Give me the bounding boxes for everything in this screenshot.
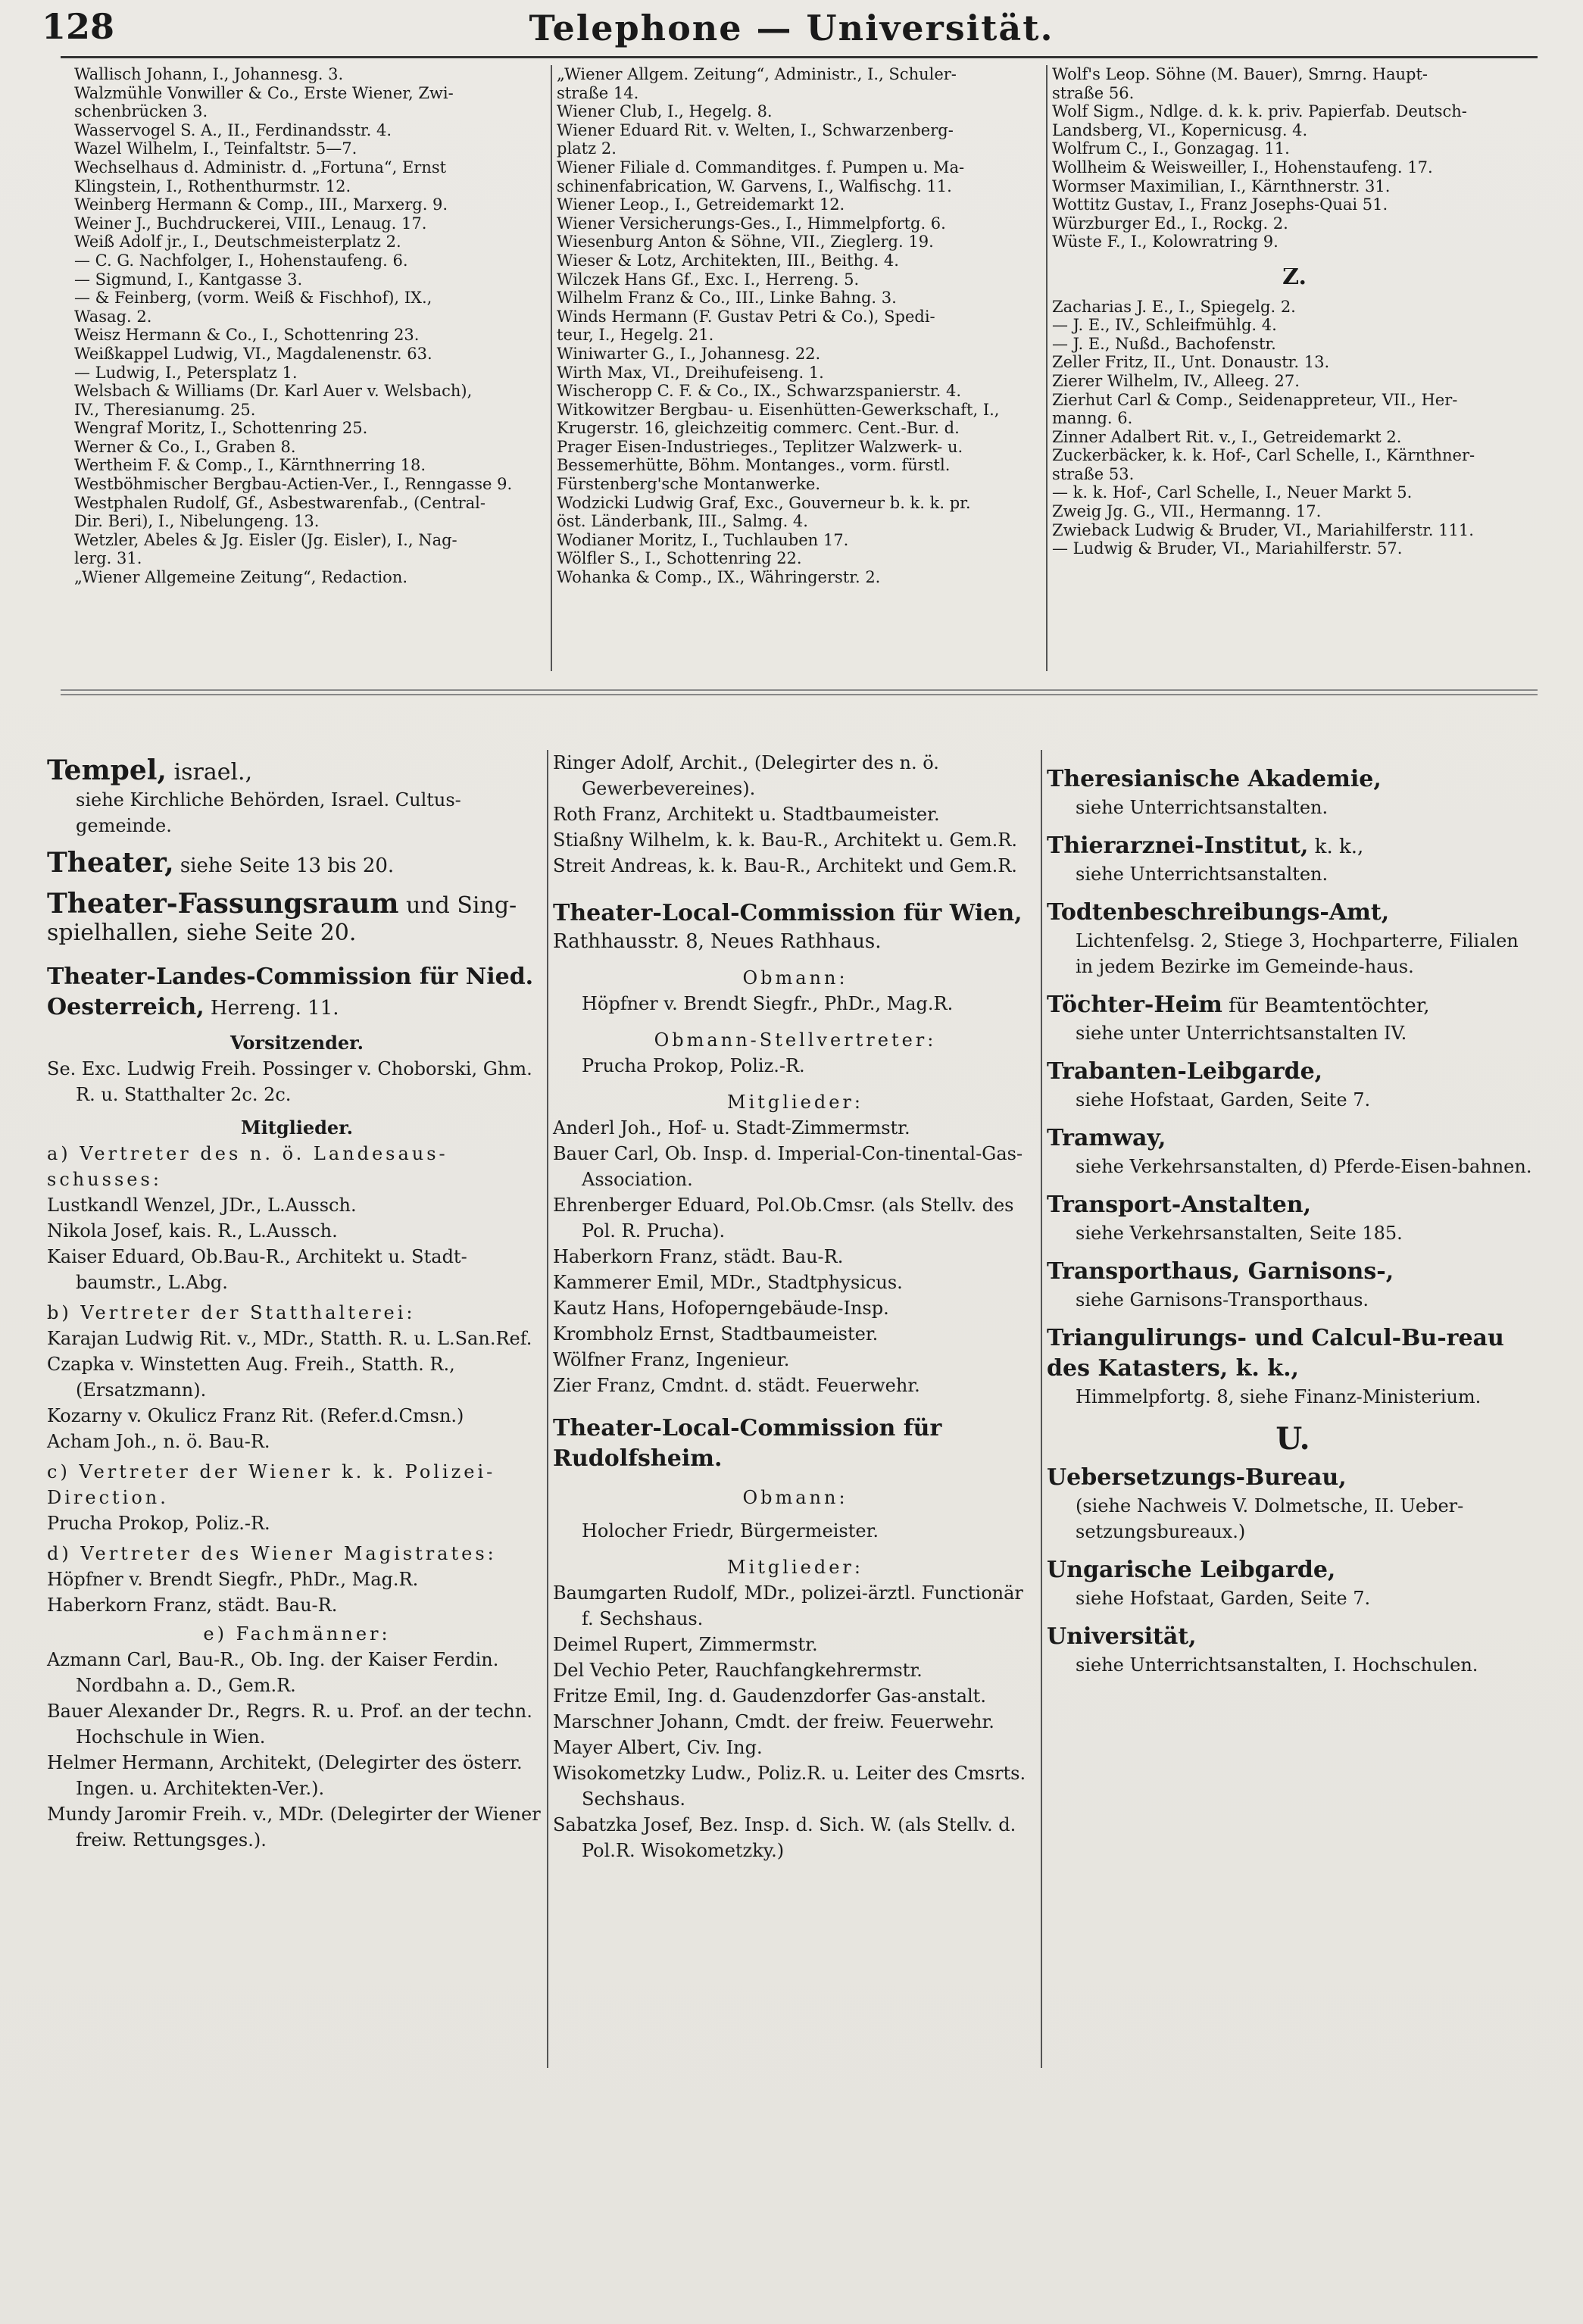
entry-heading: Trabanten-Leibgarde, bbox=[1047, 1058, 1323, 1085]
entry-heading: Töchter-Heim bbox=[1047, 992, 1222, 1018]
list-item: Haberkorn Franz, städt. Bau-R. bbox=[47, 1595, 338, 1616]
entry-theater bbox=[47, 846, 547, 879]
group-label: c) Vertreter der Wiener k. k. Polizei-Direction. bbox=[47, 1461, 496, 1508]
list-item: — J. E., Nußd., Bachofenstr. bbox=[1052, 334, 1276, 353]
list-item: Mayer Albert, Civ. Ing. bbox=[553, 1737, 763, 1758]
list-item: Wüste F., I., Kolowratring 9. bbox=[1052, 233, 1279, 251]
list-item: Prucha Prokop, Poliz.-R. bbox=[47, 1513, 270, 1534]
list-item: Wölfner Franz, Ingenieur. bbox=[553, 1349, 790, 1370]
entry-landes-commission bbox=[47, 962, 547, 1023]
page-number: 128 bbox=[42, 6, 115, 47]
list-item: Weißkappel Ludwig, VI., Magdalenenstr. 63. bbox=[74, 344, 432, 363]
list-item: Wollheim & Weisweiller, I., Hohenstaufeng. 17. bbox=[1052, 158, 1433, 176]
list-item: schinenfabrication, W. Garvens, I., Walfischg. 11. bbox=[557, 176, 952, 195]
list-item: Deimel Rupert, Zimmermstr. bbox=[553, 1634, 818, 1655]
group-label: d) Vertreter des Wiener Magistrates: bbox=[47, 1543, 497, 1564]
list-item: Marschner Johann, Cmdt. der freiw. Feuerwehr. bbox=[553, 1711, 994, 1732]
list-item: Wengraf Moritz, I., Schottenring 25. bbox=[74, 419, 368, 438]
entry-heading: Uebersetzungs-Bureau, bbox=[1047, 1464, 1347, 1491]
list-item: Baumgarten Rudolf, MDr., polizei-ärztl. Functionär f. Sechshaus. bbox=[553, 1582, 1023, 1629]
section-label: Mitglieder: bbox=[727, 1092, 863, 1113]
directory-entry bbox=[1047, 831, 1539, 887]
list-item: straße 56. bbox=[1052, 83, 1135, 102]
list-item: Kozarny v. Okulicz Franz Rit. (Refer.d.Cmsn.) bbox=[47, 1405, 464, 1426]
list-item: Anderl Joh., Hof- u. Stadt-Zimmermstr. bbox=[553, 1117, 910, 1139]
list-item: Wilhelm Franz & Co., III., Linke Bahng. 3. bbox=[557, 289, 897, 308]
list-item: Wodianer Moritz, I., Tuchlauben 17. bbox=[557, 530, 849, 549]
list-item: Lustkandl Wenzel, JDr., L.Aussch. bbox=[47, 1195, 357, 1216]
entry-local-commission-rudolfsheim: Theater-Local-Commission für Rudolfsheim. bbox=[553, 1415, 942, 1472]
list-item: Weisz Hermann & Co., I., Schottenring 23. bbox=[74, 326, 420, 345]
entry-heading: Theresianische Akademie, bbox=[1047, 766, 1382, 792]
directory-entry bbox=[1047, 1123, 1539, 1179]
header-rule bbox=[61, 56, 1538, 58]
list-item: Winiwarter G., I., Johannesg. 22. bbox=[557, 344, 821, 363]
list-item: straße 14. bbox=[557, 83, 639, 102]
section-label: Vorsitzender. bbox=[230, 1032, 364, 1054]
list-item: Wodzicki Ludwig Graf, Exc., Gouverneur b. k. k. pr. bbox=[557, 493, 971, 512]
entry-body: siehe Unterrichtsanstalten. bbox=[1076, 864, 1329, 885]
list-item: Wisokometzky Ludw., Poliz.R. u. Leiter des Cmsrts. Sechshaus. bbox=[553, 1763, 1026, 1810]
column-divider bbox=[1046, 65, 1048, 671]
entry-body: Himmelpfortg. 8, siehe Finanz-Ministerium. bbox=[1076, 1386, 1482, 1407]
list-item: Höpfner v. Brendt Siegfr., PhDr., Mag.R. bbox=[47, 1569, 419, 1590]
entry-body: siehe Unterrichtsanstalten, I. Hochschulen. bbox=[1076, 1654, 1478, 1676]
list-item: Zweig Jg. G., VII., Hermanng. 17. bbox=[1052, 502, 1322, 521]
list-item: Bauer Alexander Dr., Regrs. R. u. Prof. an der techn. Hochschule in Wien. bbox=[47, 1701, 532, 1748]
list-item: Bessemerhütte, Böhm. Montanges., vorm. fürstl. bbox=[557, 456, 951, 475]
list-item: — Ludwig & Bruder, VI., Mariahilferstr. 57. bbox=[1052, 539, 1403, 558]
directory-entry bbox=[1047, 1323, 1539, 1410]
group-label: b) Vertreter der Statthalterei: bbox=[47, 1302, 416, 1323]
list-item: Witkowitzer Bergbau- u. Eisenhütten-Gewerkschaft, I., bbox=[557, 400, 1000, 419]
entry-heading: Theater-Fassungsraum bbox=[47, 888, 399, 920]
list-item: Weiß Adolf jr., I., Deutschmeisterplatz 2. bbox=[74, 233, 401, 251]
list-item: — Sigmund, I., Kantgasse 3. bbox=[74, 270, 303, 289]
list-item: öst. Länderbank, III., Salmg. 4. bbox=[557, 512, 808, 531]
list-item: Wischeropp C. F. & Co., IX., Schwarzspanierstr. 4. bbox=[557, 382, 962, 401]
list-item: Zier Franz, Cmdnt. d. städt. Feuerwehr. bbox=[553, 1375, 920, 1396]
list-item: Westphalen Rudolf, Gf., Asbestwarenfab., (Central- bbox=[74, 493, 486, 512]
list-item: Kammerer Emil, MDr., Stadtphysicus. bbox=[553, 1272, 903, 1293]
list-item: Wetzler, Abeles & Jg. Eisler (Jg. Eisler), I., Nag- bbox=[74, 530, 457, 549]
entry-heading: Todtenbeschreibungs-Amt, bbox=[1047, 899, 1390, 926]
list-item: — C. G. Nachfolger, I., Hohenstaufeng. 6. bbox=[74, 251, 408, 270]
directory-entry bbox=[1047, 1190, 1539, 1246]
list-item: Holocher Friedr, Bürgermeister. bbox=[582, 1520, 879, 1542]
page-title: Telephone — Universität. bbox=[529, 8, 1054, 48]
entry-tempel bbox=[47, 754, 547, 787]
entry-body: siehe Verkehrsanstalten, Seite 185. bbox=[1076, 1223, 1403, 1244]
entry-body: siehe Unterrichtsanstalten. bbox=[1076, 797, 1329, 818]
column-divider bbox=[1041, 750, 1042, 2068]
entry-body: (siehe Nachweis V. Dolmetsche, II. Ueber-setzungsbureaux.) bbox=[1076, 1495, 1464, 1542]
list-item: Zierhut Carl & Comp., Seidenappreteur, VII., Her- bbox=[1052, 390, 1458, 409]
list-item: Höpfner v. Brendt Siegfr., PhDr., Mag.R. bbox=[582, 993, 954, 1014]
list-item: Wiener Filiale d. Commanditges. f. Pumpen u. Ma- bbox=[557, 158, 965, 176]
entry-heading-tail: und Sing-spielhallen, siehe Seite 20. bbox=[47, 892, 517, 946]
list-item: Zierer Wilhelm, IV., Alleeg. 27. bbox=[1052, 371, 1300, 390]
entry-heading: Transport-Anstalten, bbox=[1047, 1192, 1312, 1218]
members-list bbox=[553, 1580, 1038, 1863]
list-item: Wottitz Gustav, I., Franz Josephs-Quai 51. bbox=[1052, 195, 1388, 214]
directory-entry bbox=[1047, 1057, 1539, 1113]
t-entries bbox=[1047, 764, 1539, 1410]
list-item: Weiner J., Buchdruckerei, VIII., Lenaug. 17. bbox=[74, 214, 427, 233]
list-item: Prucha Prokop, Poliz.-R. bbox=[582, 1055, 805, 1076]
list-item: Zinner Adalbert Rit. v., I., Getreidemarkt 2. bbox=[1052, 427, 1402, 446]
list-item: Würzburger Ed., I., Rockg. 2. bbox=[1052, 214, 1288, 233]
list-item: teur, I., Hegelg. 21. bbox=[557, 326, 714, 345]
entry-body: siehe Kirchliche Behörden, Israel. Cultus-gemeinde. bbox=[76, 789, 461, 836]
column-divider bbox=[551, 65, 552, 671]
entry-body: siehe Verkehrsanstalten, d) Pferde-Eisen-bahnen. bbox=[1076, 1156, 1532, 1177]
telephone-column-1 bbox=[74, 65, 538, 587]
group-c-list bbox=[47, 1510, 547, 1536]
section-divider bbox=[61, 689, 1538, 691]
section-label: Obmann: bbox=[742, 1487, 848, 1508]
list-item: Haberkorn Franz, städt. Bau-R. bbox=[553, 1246, 844, 1267]
section-letter: U. bbox=[1275, 1421, 1310, 1457]
entry-body: Lichtenfelsg. 2, Stiege 3, Hochparterre, Filialen in jedem Bezirke im Gemeinde-haus. bbox=[1076, 930, 1519, 977]
list-item: Roth Franz, Architekt u. Stadtbaumeister. bbox=[553, 804, 940, 825]
list-item: Zeller Fritz, II., Unt. Donaustr. 13. bbox=[1052, 353, 1330, 372]
list-item: Winds Hermann (F. Gustav Petri & Co.), Spedi- bbox=[557, 307, 935, 326]
list-item: — Ludwig, I., Petersplatz 1. bbox=[74, 363, 298, 382]
list-item: schenbrücken 3. bbox=[74, 102, 208, 121]
directory-entry bbox=[1047, 898, 1539, 979]
entry-heading-tail: k. k., bbox=[1308, 836, 1364, 858]
section-divider bbox=[61, 694, 1538, 695]
list-item: „Wiener Allgem. Zeitung“, Administr., I., Schuler- bbox=[557, 65, 957, 83]
continued-list bbox=[553, 750, 1038, 879]
section-label: Mitglieder: bbox=[727, 1557, 863, 1578]
list-item: Walzmühle Vonwiller & Co., Erste Wiener, Zwi- bbox=[74, 83, 454, 102]
list-item: Karajan Ludwig Rit. v., MDr., Statth. R. u. L.San.Ref. bbox=[47, 1328, 532, 1349]
list-item: Wormser Maximilian, I., Kärnthnerstr. 31. bbox=[1052, 176, 1391, 195]
section-label: Mitglieder. bbox=[241, 1117, 353, 1139]
list-item: Klingstein, I., Rothenthurmstr. 12. bbox=[74, 176, 351, 195]
entry-heading: Theater, bbox=[47, 847, 174, 879]
list-item: Fürstenberg'sche Montanwerke. bbox=[557, 475, 821, 494]
list-item: Wiener Leop., I., Getreidemarkt 12. bbox=[557, 195, 845, 214]
directory-entry bbox=[1047, 764, 1539, 820]
column-divider bbox=[547, 750, 548, 2068]
list-item: Nikola Josef, kais. R., L.Aussch. bbox=[47, 1220, 338, 1242]
address-column-1 bbox=[47, 754, 547, 1853]
group-a-list bbox=[47, 1192, 547, 1295]
list-item: Kautz Hans, Hofoperngebäude-Insp. bbox=[553, 1298, 889, 1319]
entry-heading-tail: israel., bbox=[166, 759, 253, 786]
group-label: a) Vertreter des n. ö. Landesaus-schusses: bbox=[47, 1143, 448, 1190]
list-item: Welsbach & Williams (Dr. Karl Auer v. Welsbach), bbox=[74, 382, 473, 401]
list-item: Fritze Emil, Ing. d. Gaudenzdorfer Gas-anstalt. bbox=[553, 1685, 986, 1707]
entry-heading: Tempel, bbox=[47, 754, 167, 786]
address-column-3 bbox=[1047, 754, 1539, 1678]
list-item: Wasservogel S. A., II., Ferdinandsstr. 4. bbox=[74, 120, 392, 139]
entry-heading: Ungarische Leibgarde, bbox=[1047, 1557, 1336, 1583]
list-item: Del Vechio Peter, Rauchfangkehrermstr. bbox=[553, 1660, 923, 1681]
list-item: Krugerstr. 16, gleichzeitig commerc. Cent.-Bur. d. bbox=[557, 419, 960, 438]
list-item: IV., Theresianumg. 25. bbox=[74, 400, 256, 419]
list-item: Wiener Eduard Rit. v. Welten, I., Schwarzenberg- bbox=[557, 120, 954, 139]
entry-heading-tail: siehe Seite 13 bis 20. bbox=[173, 854, 395, 877]
list-item: — J. E., IV., Schleifmühlg. 4. bbox=[1052, 316, 1277, 335]
group-e-list bbox=[47, 1647, 547, 1853]
entry-body: siehe unter Unterrichtsanstalten IV. bbox=[1076, 1023, 1407, 1044]
list-item: Wechselhaus d. Administr. d. „Fortuna“, Ernst bbox=[74, 158, 447, 176]
list-item: Werner & Co., I., Graben 8. bbox=[74, 437, 296, 456]
list-item: Mundy Jaromir Freih. v., MDr. (Delegirter der Wiener freiw. Rettungsges.). bbox=[47, 1804, 541, 1851]
list-item: Westböhmischer Bergbau-Actien-Ver., I., Renngasse 9. bbox=[74, 475, 513, 494]
list-item: Wohanka & Comp., IX., Währingerstr. 2. bbox=[557, 568, 881, 587]
directory-entry bbox=[1047, 1622, 1539, 1678]
directory-entry bbox=[1047, 1257, 1539, 1313]
list-item: manng. 6. bbox=[1052, 409, 1133, 428]
entry-heading: Transporthaus, Garnisons-, bbox=[1047, 1258, 1394, 1285]
list-item: platz 2. bbox=[557, 139, 617, 158]
list-item: Zwieback Ludwig & Bruder, VI., Mariahilferstr. 111. bbox=[1052, 520, 1474, 539]
group-b-list bbox=[47, 1326, 547, 1454]
list-item: — k. k. Hof-, Carl Schelle, I., Neuer Markt 5. bbox=[1052, 483, 1413, 502]
u-entries bbox=[1047, 1463, 1539, 1678]
address-column-2 bbox=[553, 750, 1038, 1863]
list-item: Wirth Max, VI., Dreihufeiseng. 1. bbox=[557, 363, 824, 382]
list-item: Wazel Wilhelm, I., Teinfaltstr. 5—7. bbox=[74, 139, 358, 158]
list-item: Ehrenberger Eduard, Pol.Ob.Cmsr. (als Stellv. des Pol. R. Prucha). bbox=[553, 1195, 1014, 1242]
directory-entry bbox=[1047, 990, 1539, 1046]
list-item: Wiener Club, I., Hegelg. 8. bbox=[557, 102, 773, 121]
list-item: Wolf Sigm., Ndlge. d. k. k. priv. Papierfab. Deutsch- bbox=[1052, 102, 1467, 121]
list-item: — & Feinberg, (vorm. Weiß & Fischhof), IX., bbox=[74, 289, 432, 308]
group-label: e) Fachmänner: bbox=[203, 1623, 391, 1645]
list-item: Zacharias J. E., I., Spiegelg. 2. bbox=[1052, 297, 1296, 316]
list-item: Wasag. 2. bbox=[74, 307, 152, 326]
list-item: straße 53. bbox=[1052, 464, 1135, 483]
list-item: Dir. Beri), I., Nibelungeng. 13. bbox=[74, 512, 320, 531]
list-item: Wiener Versicherungs-Ges., I., Himmelpfortg. 6. bbox=[557, 214, 946, 233]
entry-heading-tail: Herreng. 11. bbox=[204, 997, 339, 1020]
list-item: Wolf's Leop. Söhne (M. Bauer), Smrng. Haupt- bbox=[1052, 65, 1428, 83]
section-label: Obmann-Stellvertreter: bbox=[654, 1029, 937, 1051]
entry-heading: Theater-Landes-Commission für Nied. Oesterreich, bbox=[47, 964, 534, 1020]
entry-local-commission-wien bbox=[553, 898, 1038, 954]
directory-entry bbox=[1047, 1463, 1539, 1545]
list-item: Krombholz Ernst, Stadtbaumeister. bbox=[553, 1323, 879, 1345]
list-item: lerg. 31. bbox=[74, 549, 142, 568]
list-item: Acham Joh., n. ö. Bau-R. bbox=[47, 1431, 270, 1452]
list-item: Bauer Carl, Ob. Insp. d. Imperial-Con-tinental-Gas-Association. bbox=[553, 1143, 1023, 1190]
list-item: Ringer Adolf, Archit., (Delegirter des n. ö. Gewerbevereines). bbox=[553, 752, 939, 799]
entry-fassungsraum bbox=[47, 887, 547, 947]
entry-heading: Tramway, bbox=[1047, 1125, 1166, 1151]
list-item: Czapka v. Winstetten Aug. Freih., Statth. R., (Ersatzmann). bbox=[47, 1354, 455, 1401]
list-item: Wiesenburg Anton & Söhne, VII., Zieglerg. 19. bbox=[557, 233, 934, 251]
members-list bbox=[553, 1115, 1038, 1398]
list-item: Sabatzka Josef, Bez. Insp. d. Sich. W. (als Stellv. d. Pol.R. Wisokometzky.) bbox=[553, 1814, 1016, 1861]
entry-body: siehe Garnisons-Transporthaus. bbox=[1076, 1289, 1369, 1310]
entry-heading-tail: für Beamtentöchter, bbox=[1222, 995, 1430, 1017]
list-item: Zuckerbäcker, k. k. Hof-, Carl Schelle, I., Kärnthner- bbox=[1052, 446, 1475, 465]
list-item: Wilczek Hans Gf., Exc. I., Herreng. 5. bbox=[557, 270, 860, 289]
list-item: Wertheim F. & Comp., I., Kärnthnerring 18. bbox=[74, 456, 426, 475]
list-item: Wallisch Johann, I., Johannesg. 3. bbox=[74, 65, 344, 83]
list-item: Kaiser Eduard, Ob.Bau-R., Architekt u. Stadt-baumstr., L.Abg. bbox=[47, 1246, 467, 1293]
entry-heading: Triangulirungs- und Calcul-Bu-reau des Katasters, k. k., bbox=[1047, 1325, 1504, 1382]
list-item: Se. Exc. Ludwig Freih. Possinger v. Choborski, Ghm. R. u. Statthalter 2c. 2c. bbox=[47, 1058, 532, 1105]
telephone-column-3 bbox=[1052, 65, 1537, 558]
entry-body: siehe Hofstaat, Garden, Seite 7. bbox=[1076, 1089, 1371, 1110]
entry-heading: Universität, bbox=[1047, 1623, 1197, 1650]
list-item: Wolfrum C., I., Gonzagag. 11. bbox=[1052, 139, 1290, 158]
telephone-column-2 bbox=[557, 65, 1034, 587]
list-item: Helmer Hermann, Architekt, (Delegirter des österr. Ingen. u. Architekten-Ver.). bbox=[47, 1752, 523, 1799]
entry-body: siehe Hofstaat, Garden, Seite 7. bbox=[1076, 1588, 1371, 1609]
list-item: Landsberg, VI., Kopernicusg. 4. bbox=[1052, 120, 1308, 139]
entry-heading: Theater-Local-Commission für Wien, bbox=[553, 900, 1023, 926]
section-letter: Z. bbox=[1282, 267, 1307, 287]
section-label: Obmann: bbox=[742, 967, 848, 989]
list-item: Wieser & Lotz, Architekten, III., Beithg. 4. bbox=[557, 251, 899, 270]
entry-heading-tail: Rathhausstr. 8, Neues Rathhaus. bbox=[553, 930, 882, 953]
list-item: Wölfler S., I., Schottenring 22. bbox=[557, 549, 802, 568]
group-d-list bbox=[47, 1567, 547, 1618]
entry-heading: Thierarznei-Institut, bbox=[1047, 832, 1309, 859]
directory-entry bbox=[1047, 1555, 1539, 1611]
list-item: Prager Eisen-Industrieges., Teplitzer Walzwerk- u. bbox=[557, 437, 963, 456]
list-item: Streit Andreas, k. k. Bau-R., Architekt und Gem.R. bbox=[553, 855, 1017, 876]
list-item: „Wiener Allgemeine Zeitung“, Redaction. bbox=[74, 568, 408, 587]
list-item: Stiaßny Wilhelm, k. k. Bau-R., Architekt u. Gem.R. bbox=[553, 829, 1017, 851]
list-item: Azmann Carl, Bau-R., Ob. Ing. der Kaiser Ferdin. Nordbahn a. D., Gem.R. bbox=[47, 1649, 499, 1696]
list-item: Weinberg Hermann & Comp., III., Marxerg. 9. bbox=[74, 195, 448, 214]
